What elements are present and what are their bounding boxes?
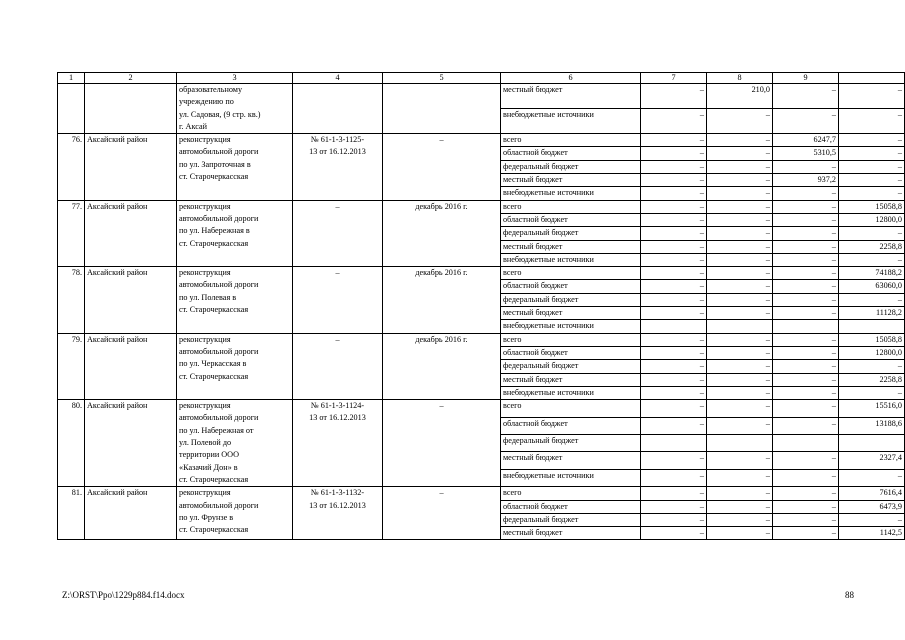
funding-source-cell: внебюджетные источники <box>501 469 641 486</box>
funding-source-cell: местный бюджет <box>501 373 641 386</box>
amount-cell: – <box>839 84 905 109</box>
header-cell: 9 <box>773 73 839 84</box>
table-row <box>58 267 905 280</box>
amount-cell: – <box>773 513 839 526</box>
district-cell: Аксайский район <box>85 200 177 266</box>
amount-cell: – <box>773 360 839 373</box>
amount-cell: – <box>773 293 839 306</box>
amount-cell: – <box>773 452 839 469</box>
object-line: по ул. Набережная в <box>179 226 250 236</box>
amount-cell <box>641 434 707 451</box>
term-cell: декабрь 2016 г. <box>383 200 501 266</box>
amount-cell: – <box>773 500 839 513</box>
amount-cell: – <box>839 386 905 399</box>
object-line: автомобильной дороги <box>179 413 259 423</box>
term-cell: – <box>383 487 501 540</box>
amount-cell <box>773 434 839 451</box>
amount-cell: – <box>641 487 707 500</box>
object-line: реконструкция <box>179 201 231 211</box>
header-cell: 8 <box>707 73 773 84</box>
footer-file-path: Z:\ORST\Ppo\1229p884.f14.docx <box>62 590 185 600</box>
amount-cell: – <box>641 84 707 109</box>
amount-cell: – <box>707 513 773 526</box>
object-line: по ул. Набережная от <box>179 425 254 435</box>
amount-cell: 937,2 <box>773 174 839 187</box>
funding-source-cell: федеральный бюджет <box>501 513 641 526</box>
funding-source-cell: областной бюджет <box>501 346 641 359</box>
table-body <box>58 73 905 540</box>
amount-cell: – <box>641 417 707 434</box>
amount-cell: 2258,8 <box>839 240 905 253</box>
object-line: по ул. Фрунзе в <box>179 512 234 522</box>
object-line: образовательному <box>179 85 243 94</box>
document-cell <box>293 267 383 333</box>
funding-source-cell: внебюджетные источники <box>501 109 641 134</box>
amount-cell: 6473,9 <box>839 500 905 513</box>
amount-cell: – <box>773 160 839 173</box>
amount-cell: 15058,8 <box>839 333 905 346</box>
header-row <box>58 73 905 84</box>
amount-cell: 1142,5 <box>839 527 905 540</box>
amount-cell: 12800,0 <box>839 213 905 226</box>
funding-source-cell: местный бюджет <box>501 84 641 109</box>
term-cell: – <box>383 134 501 200</box>
document-cell <box>293 400 383 487</box>
amount-cell: – <box>707 346 773 359</box>
amount-cell: – <box>641 386 707 399</box>
amount-cell: – <box>839 513 905 526</box>
amount-cell: – <box>707 400 773 417</box>
amount-cell: – <box>641 346 707 359</box>
funding-source-cell: федеральный бюджет <box>501 160 641 173</box>
funding-source-cell: федеральный бюджет <box>501 434 641 451</box>
object-line: по ул. Полевая в <box>179 292 237 302</box>
amount-cell: – <box>641 227 707 240</box>
amount-cell: – <box>707 174 773 187</box>
object-line: ст. Старочеркасская <box>179 172 249 182</box>
funding-source-cell: всего <box>501 487 641 500</box>
object-line: реконструкция <box>179 135 231 145</box>
amount-cell: – <box>707 452 773 469</box>
amount-cell <box>839 434 905 451</box>
object-line: ул. Садовая, (9 стр. кв.) <box>179 109 261 119</box>
amount-cell: – <box>641 213 707 226</box>
entry-number-cell: 77. <box>58 200 85 266</box>
document-line: – <box>335 201 340 211</box>
amount-cell: 12800,0 <box>839 346 905 359</box>
amount-cell: – <box>707 160 773 173</box>
object-cell <box>177 487 293 540</box>
amount-cell: 11128,2 <box>839 307 905 320</box>
amount-cell: – <box>641 187 707 200</box>
header-cell: 2 <box>85 73 177 84</box>
funding-source-cell: местный бюджет <box>501 240 641 253</box>
funding-source-cell: всего <box>501 134 641 147</box>
header-cell: 4 <box>293 73 383 84</box>
amount-cell: – <box>641 307 707 320</box>
amount-cell <box>707 320 773 333</box>
amount-cell: 210,0 <box>707 84 773 109</box>
object-cell <box>177 200 293 266</box>
amount-cell: – <box>707 293 773 306</box>
funding-source-cell: внебюджетные источники <box>501 320 641 333</box>
district-cell: Аксайский район <box>85 267 177 333</box>
amount-cell: – <box>707 280 773 293</box>
amount-cell: – <box>641 109 707 134</box>
amount-cell: – <box>773 200 839 213</box>
object-cell <box>177 267 293 333</box>
object-line: реконструкция <box>179 488 231 498</box>
object-cell <box>177 134 293 200</box>
amount-cell: – <box>773 109 839 134</box>
header-cell: 3 <box>177 73 293 84</box>
amount-cell: – <box>641 293 707 306</box>
object-cell <box>177 333 293 399</box>
entry-number-cell: 79. <box>58 333 85 399</box>
header-cell: 6 <box>501 73 641 84</box>
amount-cell: 2327,4 <box>839 452 905 469</box>
object-cell <box>177 400 293 487</box>
amount-cell: – <box>707 527 773 540</box>
document-line: – <box>335 268 340 278</box>
object-line: автомобильной дороги <box>179 147 259 157</box>
document-cell <box>293 84 383 134</box>
amount-cell: – <box>707 386 773 399</box>
amount-cell: – <box>839 160 905 173</box>
amount-cell: – <box>773 240 839 253</box>
object-line: ст. Старочеркасская <box>179 305 249 315</box>
term-cell <box>383 84 501 134</box>
amount-cell: – <box>641 400 707 417</box>
amount-cell: – <box>707 253 773 266</box>
amount-cell: – <box>707 469 773 486</box>
header-cell: 5 <box>383 73 501 84</box>
amount-cell: – <box>707 240 773 253</box>
district-cell: Аксайский район <box>85 134 177 200</box>
amount-cell: 7616,4 <box>839 487 905 500</box>
document-cell <box>293 487 383 540</box>
funding-source-cell: местный бюджет <box>501 527 641 540</box>
amount-cell: – <box>641 373 707 386</box>
amount-cell: – <box>839 253 905 266</box>
funding-source-cell: федеральный бюджет <box>501 227 641 240</box>
investment-table <box>57 72 905 540</box>
amount-cell: 13188,6 <box>839 417 905 434</box>
amount-cell: – <box>707 500 773 513</box>
document-line: № 61-1-3-1124- <box>310 401 365 411</box>
amount-cell: – <box>773 280 839 293</box>
funding-source-cell: внебюджетные источники <box>501 187 641 200</box>
object-line: реконструкция <box>179 401 231 411</box>
funding-source-cell: областной бюджет <box>501 213 641 226</box>
term-cell: декабрь 2016 г. <box>383 267 501 333</box>
amount-cell: – <box>641 280 707 293</box>
amount-cell <box>641 320 707 333</box>
table-row <box>58 84 905 109</box>
amount-cell: – <box>773 253 839 266</box>
amount-cell: – <box>707 109 773 134</box>
amount-cell: – <box>773 84 839 109</box>
term-cell: декабрь 2016 г. <box>383 333 501 399</box>
amount-cell: 15516,0 <box>839 400 905 417</box>
entry-number-cell: 80. <box>58 400 85 487</box>
object-line: по ул. Черкасская в <box>179 359 247 369</box>
object-line: ст. Старочеркасская <box>179 525 249 535</box>
amount-cell <box>773 320 839 333</box>
amount-cell: – <box>641 134 707 147</box>
amount-cell: – <box>707 147 773 160</box>
amount-cell: – <box>707 333 773 346</box>
amount-cell: – <box>773 487 839 500</box>
table-row <box>58 487 905 500</box>
amount-cell: – <box>641 147 707 160</box>
funding-source-cell: федеральный бюджет <box>501 360 641 373</box>
amount-cell: – <box>773 373 839 386</box>
funding-source-cell: местный бюджет <box>501 307 641 320</box>
district-cell: Аксайский район <box>85 400 177 487</box>
amount-cell: – <box>641 452 707 469</box>
amount-cell: 2258,8 <box>839 373 905 386</box>
amount-cell: – <box>773 386 839 399</box>
table-row <box>58 134 905 147</box>
funding-source-cell: внебюджетные источники <box>501 253 641 266</box>
amount-cell: – <box>773 213 839 226</box>
funding-source-cell: местный бюджет <box>501 452 641 469</box>
object-line: автомобильной дороги <box>179 346 259 356</box>
amount-cell: – <box>773 527 839 540</box>
funding-source-cell: внебюджетные источники <box>501 386 641 399</box>
amount-cell: – <box>641 174 707 187</box>
object-line: ул. Полевой до <box>179 438 232 448</box>
amount-cell: – <box>707 417 773 434</box>
amount-cell: – <box>839 293 905 306</box>
amount-cell: – <box>839 134 905 147</box>
amount-cell: – <box>773 417 839 434</box>
document-line: № 61-1-3-1125- <box>310 135 365 145</box>
amount-cell: – <box>773 227 839 240</box>
funding-source-cell: всего <box>501 267 641 280</box>
amount-cell: – <box>641 240 707 253</box>
amount-cell: – <box>641 360 707 373</box>
amount-cell: 74188,2 <box>839 267 905 280</box>
funding-source-cell: областной бюджет <box>501 500 641 513</box>
amount-cell: – <box>773 307 839 320</box>
amount-cell: – <box>773 400 839 417</box>
amount-cell <box>839 320 905 333</box>
amount-cell: – <box>707 200 773 213</box>
document-line: № 61-1-3-1132- <box>310 488 365 498</box>
amount-cell: – <box>839 109 905 134</box>
amount-cell: – <box>641 160 707 173</box>
funding-source-cell: областной бюджет <box>501 280 641 293</box>
amount-cell: – <box>707 227 773 240</box>
amount-cell: – <box>707 213 773 226</box>
amount-cell: – <box>773 267 839 280</box>
amount-cell: – <box>707 307 773 320</box>
amount-cell: – <box>707 487 773 500</box>
object-line: по ул. Запроточная в <box>179 159 251 169</box>
object-line: автомобильной дороги <box>179 213 259 223</box>
amount-cell <box>707 434 773 451</box>
funding-source-cell: областной бюджет <box>501 417 641 434</box>
amount-cell: – <box>707 373 773 386</box>
amount-cell: 5310,5 <box>773 147 839 160</box>
document-table-wrapper <box>57 72 905 540</box>
page-number: 88 <box>845 590 854 600</box>
entry-number-cell: 76. <box>58 134 85 200</box>
funding-source-cell: местный бюджет <box>501 174 641 187</box>
document-line: 13 от 16.12.2013 <box>309 500 366 510</box>
district-cell: Аксайский район <box>85 487 177 540</box>
object-line: территории ООО <box>179 450 239 460</box>
amount-cell: – <box>641 200 707 213</box>
document-cell <box>293 200 383 266</box>
header-cell: 7 <box>641 73 707 84</box>
amount-cell: 63060,0 <box>839 280 905 293</box>
district-cell <box>85 84 177 134</box>
amount-cell: 15058,8 <box>839 200 905 213</box>
amount-cell: 6247,7 <box>773 134 839 147</box>
amount-cell: – <box>839 147 905 160</box>
object-cell <box>177 84 293 134</box>
table-row <box>58 400 905 417</box>
amount-cell: – <box>839 469 905 486</box>
object-line: «Казачий Дон» в <box>179 462 238 472</box>
amount-cell: – <box>773 333 839 346</box>
amount-cell: – <box>641 500 707 513</box>
document-cell <box>293 134 383 200</box>
amount-cell: – <box>641 253 707 266</box>
object-line: ст. Старочеркасская <box>179 238 249 248</box>
amount-cell: – <box>839 227 905 240</box>
amount-cell: – <box>839 360 905 373</box>
funding-source-cell: всего <box>501 400 641 417</box>
document-cell <box>293 333 383 399</box>
object-line: ст. Старочеркасская <box>179 474 249 484</box>
object-line: реконструкция <box>179 268 231 278</box>
amount-cell: – <box>707 134 773 147</box>
document-line: 13 от 16.12.2013 <box>309 413 366 423</box>
object-line: учреждению по <box>179 97 234 107</box>
amount-cell: – <box>707 267 773 280</box>
document-line: 13 от 16.12.2013 <box>309 147 366 157</box>
object-line: автомобильной дороги <box>179 280 259 290</box>
object-line: г. Аксай <box>179 121 207 131</box>
term-cell: – <box>383 400 501 487</box>
amount-cell: – <box>641 469 707 486</box>
amount-cell: – <box>641 527 707 540</box>
funding-source-cell: федеральный бюджет <box>501 293 641 306</box>
table-row <box>58 200 905 213</box>
funding-source-cell: всего <box>501 200 641 213</box>
entry-number-cell <box>58 84 85 134</box>
entry-number-cell: 78. <box>58 267 85 333</box>
object-line: ст. Старочеркасская <box>179 371 249 381</box>
amount-cell: – <box>707 187 773 200</box>
amount-cell: – <box>773 469 839 486</box>
object-line: реконструкция <box>179 334 231 344</box>
entry-number-cell: 81. <box>58 487 85 540</box>
funding-source-cell: всего <box>501 333 641 346</box>
funding-source-cell: областной бюджет <box>501 147 641 160</box>
amount-cell: – <box>641 333 707 346</box>
amount-cell: – <box>773 187 839 200</box>
object-line: автомобильной дороги <box>179 500 259 510</box>
amount-cell: – <box>839 187 905 200</box>
district-cell: Аксайский район <box>85 333 177 399</box>
amount-cell: – <box>839 174 905 187</box>
amount-cell: – <box>773 346 839 359</box>
table-row <box>58 333 905 346</box>
amount-cell: – <box>707 360 773 373</box>
amount-cell: – <box>641 267 707 280</box>
amount-cell: – <box>641 513 707 526</box>
header-cell: 1 <box>58 73 85 84</box>
document-line: – <box>335 334 340 344</box>
header-cell <box>839 73 905 84</box>
